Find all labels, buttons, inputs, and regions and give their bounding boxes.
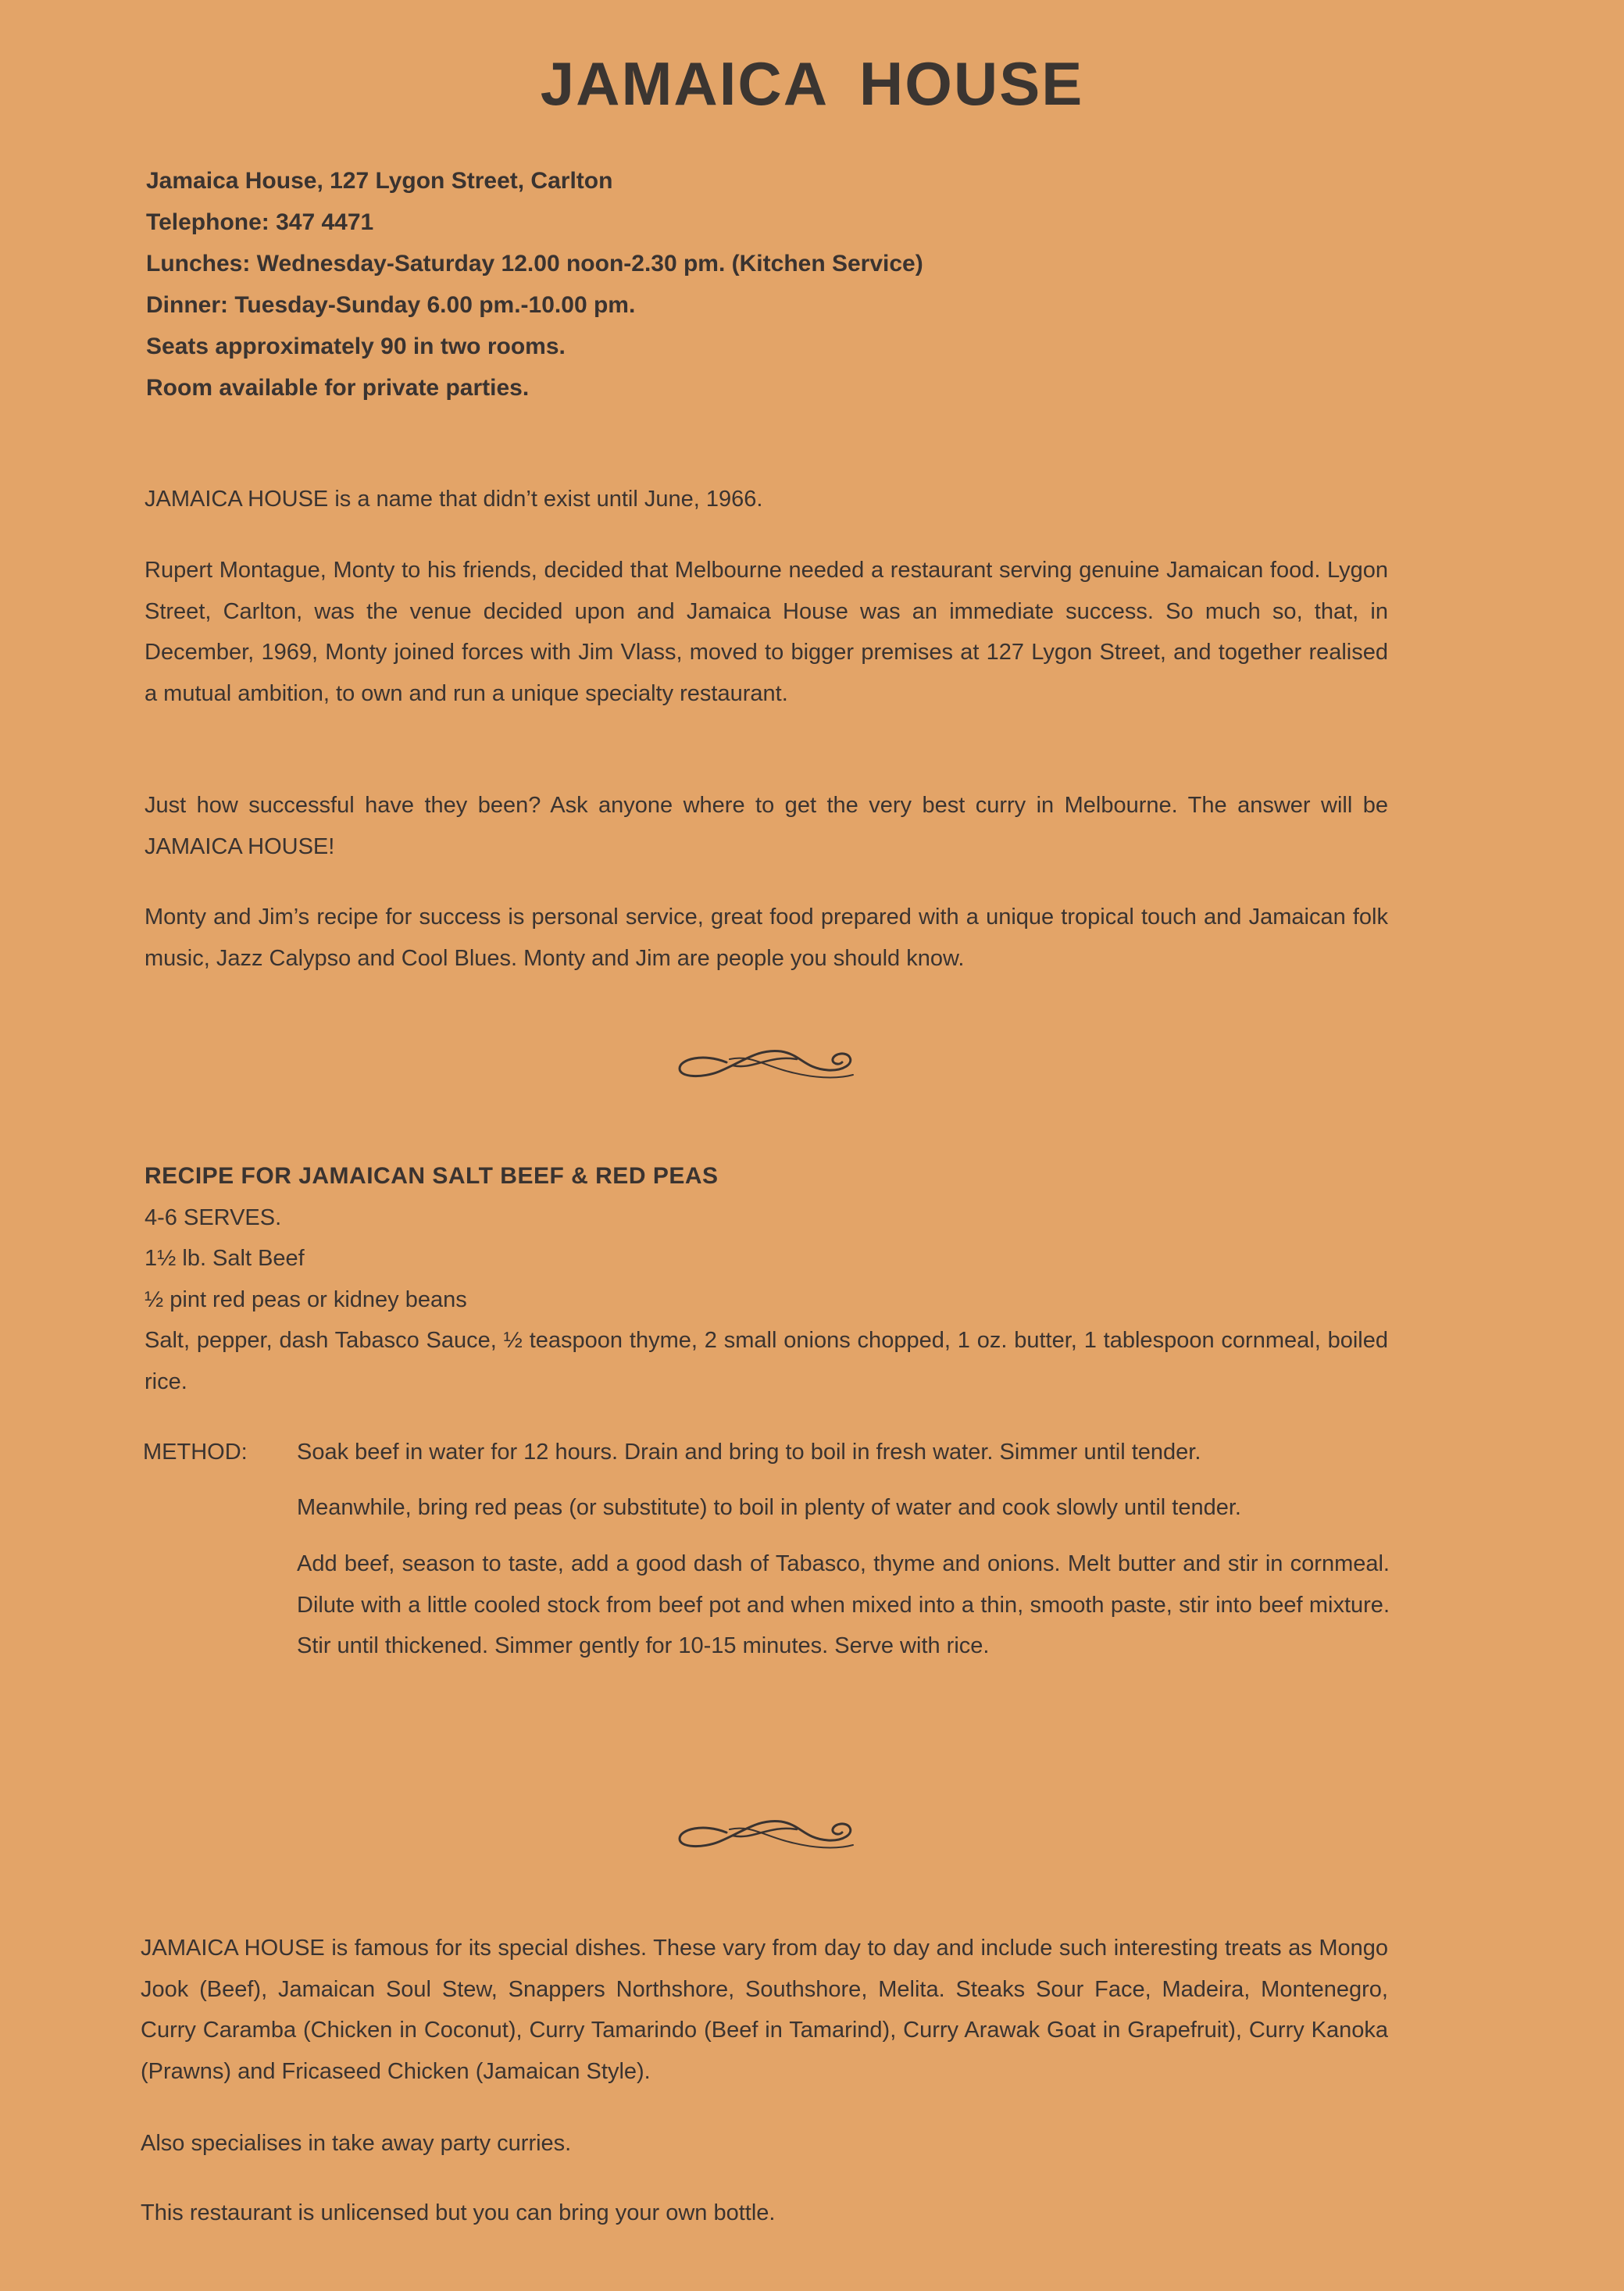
recipe-serves: 4-6 SERVES. (145, 1204, 282, 1230)
method-step-combine: Add beef, season to taste, add a good dash of Tabasco, thyme and onions. Melt butter and stir in cornmeal. Dilute with a little cooled stock from beef pot and when mixed into a thin, smooth paste, stir into beef mixture. Stir until thickened. Simmer gently for 10-15 minutes. Serve with rice. (297, 1551, 1390, 1658)
info-address: Jamaica House, 127 Lygon Street, Carlton (146, 168, 613, 194)
method-step-soak: Soak beef in water for 12 hours. Drain and bring to boil in fresh water. Simmer until tender. (297, 1440, 1201, 1465)
recipe-title: RECIPE FOR JAMAICAN SALT BEEF & RED PEAS (145, 1163, 719, 1189)
info-seats: Seats approximately 90 in two rooms. (146, 334, 566, 359)
recipe-for-success-paragraph: Monty and Jim’s recipe for success is personal service, great food prepared with a unique tropical touch and Jamaican folk music, Jazz Calypso and Cool Blues. Monty and Jim are people you should know. (145, 905, 1388, 971)
take-away-paragraph: Also specialises in take away party curries. (141, 2131, 572, 2156)
page-title: JAMAICA HOUSE (540, 49, 1084, 118)
info-lunches: Lunches: Wednesday-Saturday 12.00 noon-2.30 pm. (Kitchen Service) (146, 251, 923, 277)
unlicensed-paragraph: This restaurant is unlicensed but you can bring your own bottle. (141, 2200, 776, 2225)
ingredient-seasonings: Salt, pepper, dash Tabasco Sauce, ½ teaspoon thyme, 2 small onions chopped, 1 oz. butter, 1 tablespoon cornmeal, boiled rice. (145, 1328, 1388, 1394)
special-dishes-paragraph: JAMAICA HOUSE is famous for its special dishes. These vary from day to day and include such interesting treats as Mongo Jook (Beef), Jamaican Soul Stew, Snappers Northshore, Southshore, Melita. Steaks Sour Face, Madeira, Montenegro, Curry Caramba (Chicken in Coconut), Curry Tamarindo (Beef in Tamarind), Curry Arawak Goat in Grapefruit), Curry Kanoka (Prawns) and Fricaseed Chicken (Jamaican Style). (141, 1936, 1388, 2084)
method-label: METHOD: (143, 1440, 248, 1465)
info-dinner: Dinner: Tuesday-Sunday 6.00 pm.-10.00 pm. (146, 292, 636, 318)
intro-paragraph: JAMAICA HOUSE is a name that didn’t exist until June, 1966. (145, 487, 763, 512)
success-paragraph: Just how successful have they been? Ask anyone where to get the very best curry in Melbourne. The answer will be JAMAICA HOUSE! (145, 793, 1388, 859)
ingredient-red-peas: ½ pint red peas or kidney beans (145, 1286, 467, 1312)
info-telephone: Telephone: 347 4471 (146, 209, 374, 235)
restaurant-info (146, 160, 1396, 409)
recipe-section (145, 1156, 1388, 1402)
ingredient-salt-beef: 1½ lb. Salt Beef (145, 1246, 305, 1271)
info-private-parties: Room available for private parties. (146, 375, 530, 401)
flourish-ornament-icon (672, 1801, 859, 1864)
flourish-ornament-icon (672, 1031, 859, 1094)
method-step-peas: Meanwhile, bring red peas (or substitute) to boil in plenty of water and cook slowly until tender. (297, 1494, 1241, 1520)
method-steps (297, 1432, 1390, 1683)
history-paragraph: Rupert Montague, Monty to his friends, decided that Melbourne needed a restaurant serving genuine Jamaican food. Lygon Street, Carlton, was the venue decided upon and Jamaica House was an immediate success. So much so, that, in December, 1969, Monty joined forces with Jim Vlass, moved to bigger premises at 127 Lygon Street, and together realised a mutual ambition, to own and run a unique specialty restaurant. (145, 558, 1388, 706)
